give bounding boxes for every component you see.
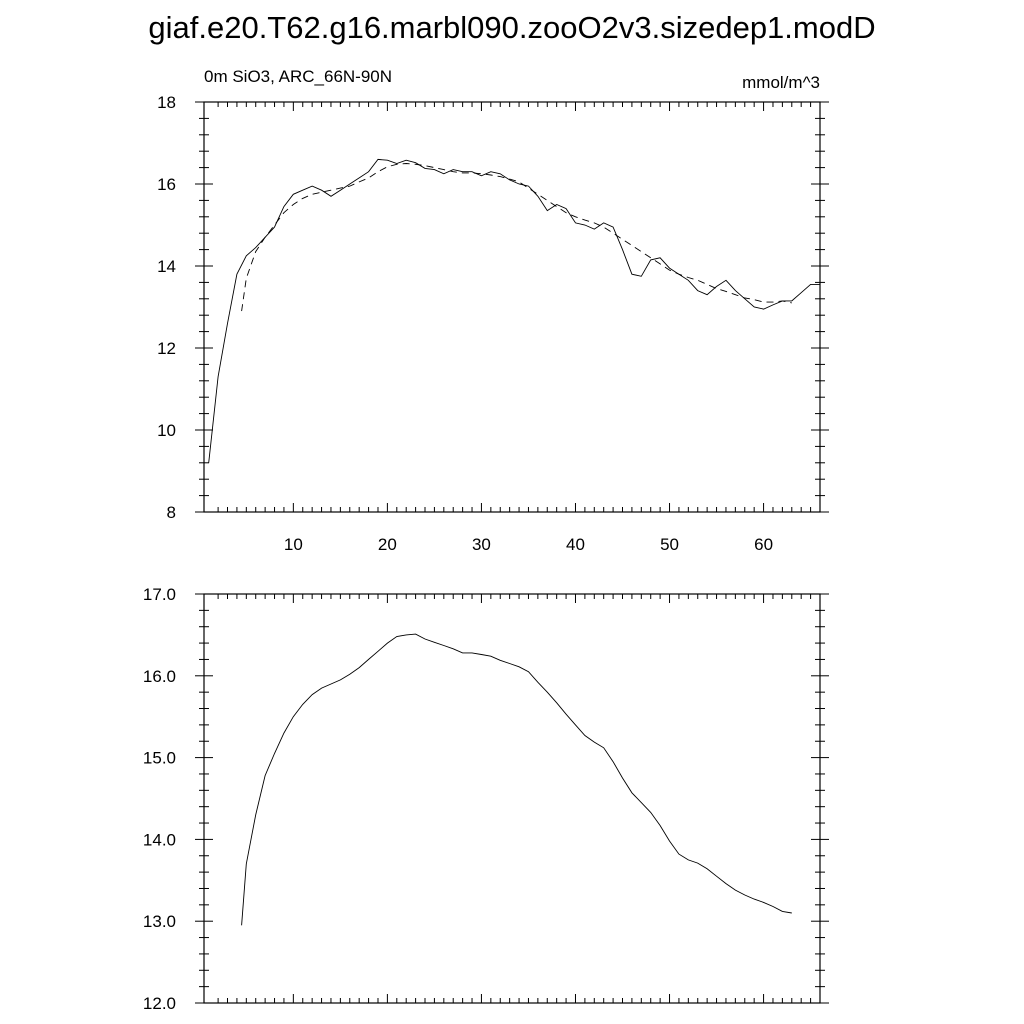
solid-series-line xyxy=(209,159,820,462)
y-tick-label: 18 xyxy=(157,93,176,112)
y-tick-label: 14 xyxy=(157,257,176,276)
plot-frame xyxy=(204,102,820,512)
solid-series-line xyxy=(242,634,792,925)
y-tick-label: 12 xyxy=(157,339,176,358)
x-tick-label: 10 xyxy=(283,535,303,554)
bottom-panel xyxy=(143,585,829,1013)
figure-title: giaf.e20.T62.g16.marbl090.zooO2v3.sizedep1.modD xyxy=(148,10,876,45)
y-tick-label: 16 xyxy=(157,175,176,194)
y-tick-label: 16.0 xyxy=(142,666,176,686)
top-panel xyxy=(157,67,829,554)
left-string: 0m SiO3, ARC_66N-90N xyxy=(204,67,393,86)
plot-frame xyxy=(204,594,820,1003)
x-tick-label: 30 xyxy=(471,535,491,554)
x-tick-label: 40 xyxy=(566,535,585,554)
y-tick-label: 13.0 xyxy=(142,912,176,932)
dashed-series-line xyxy=(242,164,792,312)
y-tick-label: 8 xyxy=(166,503,176,522)
y-tick-label: 15.0 xyxy=(142,748,176,768)
right-string: mmol/m^3 xyxy=(742,73,820,92)
x-tick-label: 60 xyxy=(754,535,774,554)
x-tick-label: 50 xyxy=(660,535,679,554)
y-tick-label: 14.0 xyxy=(142,830,176,850)
y-tick-label: 12.0 xyxy=(142,994,176,1013)
x-tick-label: 20 xyxy=(377,535,397,554)
y-tick-label: 10 xyxy=(157,421,176,440)
y-tick-label: 17.0 xyxy=(142,585,176,604)
